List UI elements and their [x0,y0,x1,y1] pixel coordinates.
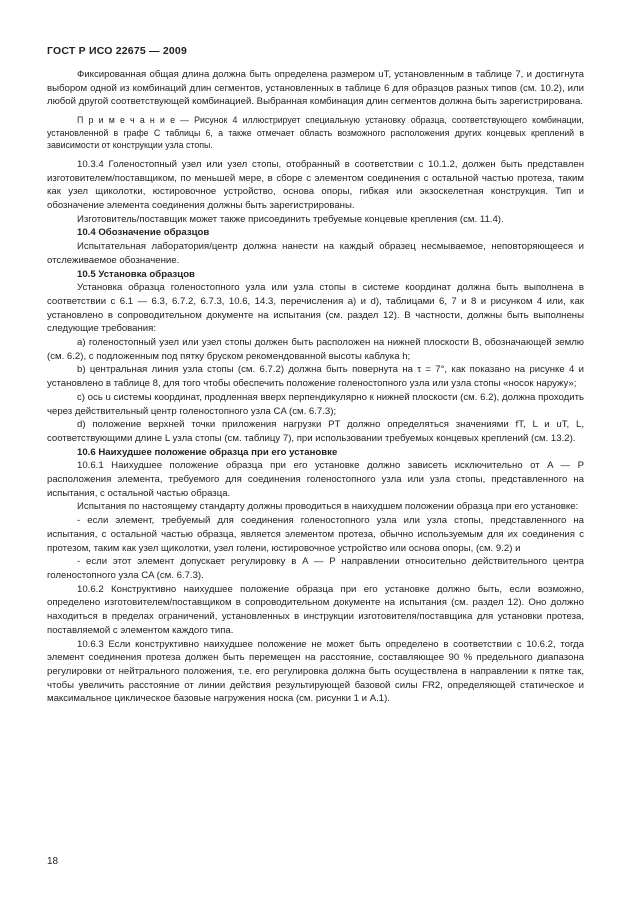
page-number: 18 [47,856,59,867]
paragraph: 10.6.1 Наихудшее положение образца при его установке должно зависеть исключительно от A — P расположения элемента, требуемого для соединения голеностопного узла или узла стопы, представленного на испытания, с остальной частью образца. [47,460,584,499]
paragraph: 10.6.2 Конструктивно наихудшее положение образца при его установке должно быть, если возможно, определено изготовителем/поставщиком в сопроводительном документе на испытания (см. раздел 12). Оно должно находиться в пределах ограничений, установленных в инструкции изготовителя/поставщика для установки протеза, поставляемой с элементом каждого типа. [47,583,584,636]
paragraph: Установка образца голеностопного узла или узла стопы в системе координат должна быть выполнена в соответствии с 6.1 — 6.3, 6.7.2, 6.7.3, 10.6, 14.3, перечисления a) и d), таблицами 6, 7 и 8 и рисунком 4 или, как установлено в сопроводительном документе на испытания (см. раздел 12). В частности, должны быть выполнены следующие требования: [47,282,584,335]
section-heading: 10.4 Обозначение образцов [77,227,210,239]
paragraph: Испытательная лаборатория/центр должна нанести на каждый образец несмываемое, неповторяющееся и отслеживаемое обозначение. [47,241,584,266]
paragraph: 10.3.4 Голеностопный узел или узел стопы, отобранный в соответствии с 10.1.2, должен быть представлен изготовителем/поставщиком, по меньшей мере, в сборе с элементом соединения с остальной частью протеза, таким как узел щиколотки, юстировочное устройство, основа опоры, гибкая или экзоскелетная конструкция. Тип и обозначение элемента соединения должны быть зарегистрированы. [47,158,584,211]
section-heading: 10.5 Установка образцов [77,268,195,280]
note: П р и м е ч а н и е — Рисунок 4 иллюстрирует специальную установку образца, соответствующего комбинации, установленной в графе С таблицы 6, а также отмечает область возможного расположения других концевых креплений в зависимости от конструкции узла стопы. [47,115,584,151]
list-item: d) положение верхней точки приложения нагрузки PT должно определяться значениями fT, L и uT, L, соответствующими длине L узла стопы (см. таблицу 7), при использовании требуемых концевых креплений (см. 13.2). [47,419,584,444]
paragraph: 10.6.3 Если конструктивно наихудшее положение не может быть определено в соответствии с 10.6.2, тогда элемент соединения протеза должен быть перемещен на расстояние, составляющее 90 % предельного диапазона регулировки от нейтрального положения, т.е. его регулировка должна быть осуществлена в направлении к пятке так, чтобы увеличить расстояние от линии действия результирующей базовой силы FR2, определяющей статическое и максимальное циклическое базовые нагружения носка (см. рисунки 1 и A.1). [47,638,584,705]
document-header: ГОСТ Р ИСО 22675 — 2009 [47,45,187,57]
list-item: - если элемент, требуемый для соединения голеностопного узла или узла стопы, представленного на испытания, с остальной частью образца, является элементом протеза, обычно используемым для их соединения с протезом, таким как узел щиколотки, узел голени, юстировочное устройство или основа опоры, (см. 9.2) и [47,515,584,554]
list-item: a) голеностопный узел или узел стопы должен быть расположен на нижней плоскости B, обозначающей землю (см. 6.2), с подложенным под пятку бруском рекомендованной высоты каблука h; [47,337,584,362]
section-heading: 10.6 Наихудшее положение образца при его установке [77,446,338,458]
paragraph: Испытания по настоящему стандарту должны проводиться в наихудшем положении образца при его установке: [77,501,579,513]
document-body [47,68,584,706]
list-item: b) центральная линия узла стопы (см. 6.7.2) должна быть повернута на τ = 7°, как показано на рисунке 4 и установлено в таблице 8, для того чтобы обеспечить положение голеностопного узла или узла стопы «носок наружу»; [47,364,584,390]
paragraph: Фиксированная общая длина должна быть определена размером uT, установленным в таблице 7, и достигнута выбором одной из комбинаций длин сегментов, установленных в таблице 6 для образцов разных типов (см. 10.2), или любой другой соответствующей комбинацией. Выбранная комбинация длин сегментов должна быть зарегистрирована. [47,69,584,108]
list-item: c) ось u системы координат, продленная вверх перпендикулярно к нижней плоскости (см. 6.2), должна проходить через действительный центр голеностопного узла CA (см. 6.7.3); [47,391,584,417]
list-item: - если этот элемент допускает регулировку в A — P направлении относительно действительного центра голеностопного узла CA (см. 6.7.3). [47,556,584,581]
paragraph: Изготовитель/поставщик может также присоединить требуемые концевые крепления (см. 11.4). [77,213,504,225]
